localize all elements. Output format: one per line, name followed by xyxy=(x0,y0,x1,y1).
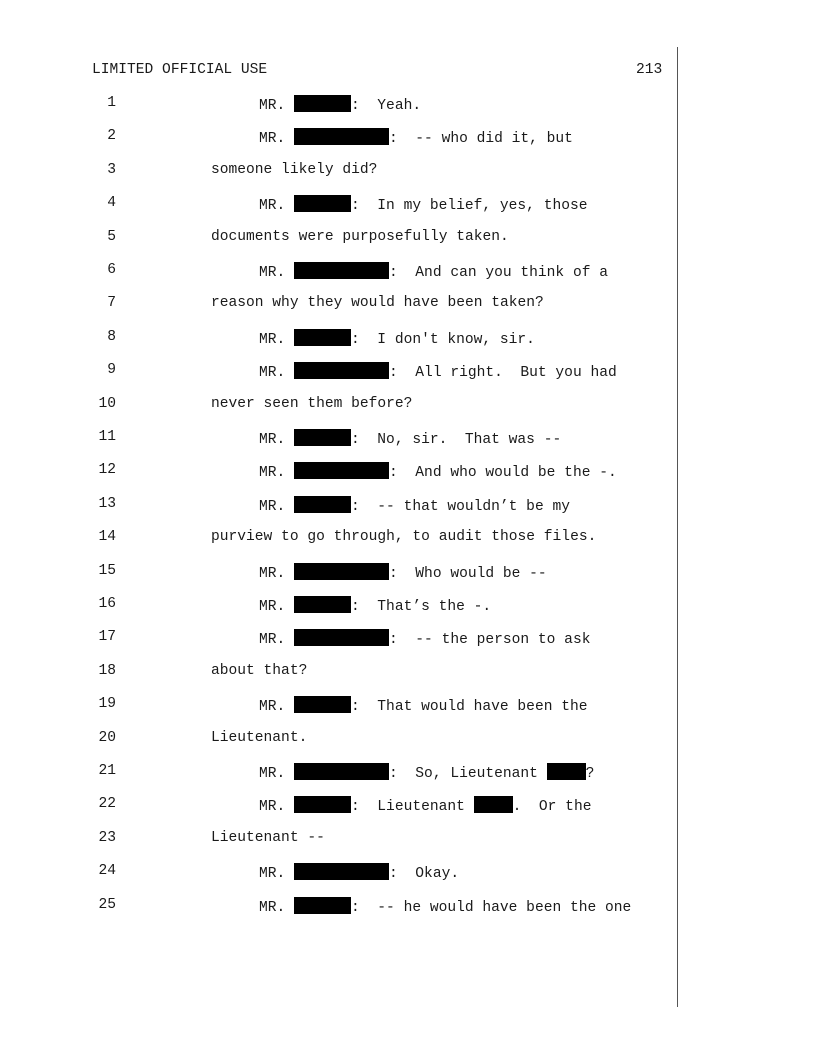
spoken-text: : I don't know, sir. xyxy=(351,331,535,348)
redaction-box xyxy=(294,696,351,713)
continuation-line: Lieutenant -- xyxy=(211,829,325,846)
speaker-prefix: MR. xyxy=(259,331,295,348)
speaker-line xyxy=(259,362,617,381)
spoken-text: : Lieutenant xyxy=(351,799,474,816)
redaction-box xyxy=(294,796,351,813)
spoken-text: : Okay. xyxy=(389,866,460,883)
continuation-line: about that? xyxy=(211,662,308,679)
continuation-line: purview to go through, to audit those files. xyxy=(211,529,597,546)
right-margin-rule xyxy=(677,47,678,1007)
line-number: 12 xyxy=(98,462,116,479)
line-number: 24 xyxy=(98,863,116,880)
spoken-text: : -- he would have been the one xyxy=(351,899,632,916)
speaker-prefix: MR. xyxy=(259,632,295,649)
speaker-line xyxy=(259,262,608,281)
line-number: 3 xyxy=(107,161,116,178)
speaker-line xyxy=(259,95,421,114)
speaker-line xyxy=(259,897,631,916)
spoken-text: : -- who did it, but xyxy=(389,131,573,148)
line-number: 6 xyxy=(107,262,116,278)
classification-header: LIMITED OFFICIAL USE xyxy=(92,62,268,78)
line-number: 25 xyxy=(98,896,116,913)
redaction-box xyxy=(294,596,351,613)
redaction-box xyxy=(294,128,389,145)
speaker-prefix: MR. xyxy=(259,465,295,482)
speaker-prefix: MR. xyxy=(259,498,295,515)
redaction-box xyxy=(294,95,351,112)
redaction-box xyxy=(294,629,389,646)
redaction-box xyxy=(294,563,389,580)
line-number: 4 xyxy=(107,195,116,212)
speaker-prefix: MR. xyxy=(259,866,295,883)
spoken-text: : Yeah. xyxy=(351,98,422,114)
speaker-line xyxy=(259,696,588,715)
redaction-box xyxy=(294,429,351,446)
line-number: 14 xyxy=(98,529,116,546)
line-number: 1 xyxy=(107,95,116,111)
continuation-line: Lieutenant. xyxy=(211,729,308,746)
redaction-box xyxy=(294,195,351,212)
speaker-prefix: MR. xyxy=(259,131,295,148)
spoken-text: : And can you think of a xyxy=(389,265,608,281)
line-number: 5 xyxy=(107,228,116,245)
speaker-line xyxy=(259,629,590,648)
spoken-text: : Who would be -- xyxy=(389,565,547,582)
redaction-box xyxy=(294,362,389,379)
line-number: 7 xyxy=(107,295,116,312)
line-number: 17 xyxy=(98,629,116,646)
redaction-box xyxy=(294,262,389,279)
speaker-line xyxy=(259,128,573,147)
spoken-text: : All right. But you had xyxy=(389,365,617,382)
spoken-text: : That would have been the xyxy=(351,699,588,716)
speaker-line xyxy=(259,863,459,882)
line-number: 20 xyxy=(98,729,116,746)
speaker-prefix: MR. xyxy=(259,198,295,215)
line-number: 10 xyxy=(98,395,116,412)
line-number: 18 xyxy=(98,662,116,679)
spoken-text: : That’s the -. xyxy=(351,599,492,615)
speaker-line xyxy=(259,329,535,348)
spoken-text-tail: ? xyxy=(585,766,595,782)
continuation-line: reason why they would have been taken? xyxy=(211,295,544,312)
spoken-text: : In my belief, yes, those xyxy=(351,198,588,215)
redaction-box xyxy=(294,462,389,479)
spoken-text: : -- the person to ask xyxy=(389,632,591,649)
speaker-prefix: MR. xyxy=(259,365,295,382)
speaker-line xyxy=(259,429,561,448)
continuation-line: never seen them before? xyxy=(211,395,413,412)
redaction-box xyxy=(294,763,389,780)
speaker-prefix: MR. xyxy=(259,565,295,582)
speaker-prefix: MR. xyxy=(259,799,295,816)
spoken-text: : So, Lieutenant xyxy=(389,766,547,782)
spoken-text: : No, sir. That was -- xyxy=(351,432,562,448)
speaker-line xyxy=(259,796,591,815)
redaction-box xyxy=(547,763,586,780)
line-number: 11 xyxy=(98,429,116,445)
speaker-line xyxy=(259,563,547,582)
redaction-box xyxy=(294,863,389,880)
spoken-text-tail: . Or the xyxy=(512,799,592,816)
line-number: 23 xyxy=(98,829,116,846)
line-number: 22 xyxy=(98,796,116,813)
page-number: 213 xyxy=(636,62,663,78)
speaker-prefix: MR. xyxy=(259,265,295,281)
speaker-prefix: MR. xyxy=(259,699,295,716)
line-number: 13 xyxy=(98,495,116,512)
speaker-line xyxy=(259,496,570,515)
redaction-box xyxy=(474,796,513,813)
continuation-line: documents were purposefully taken. xyxy=(211,228,509,245)
speaker-prefix: MR. xyxy=(259,432,295,448)
redaction-box xyxy=(294,496,351,513)
line-number: 21 xyxy=(98,763,116,779)
redaction-box xyxy=(294,897,351,914)
speaker-prefix: MR. xyxy=(259,599,295,615)
speaker-line xyxy=(259,462,617,481)
line-number: 2 xyxy=(107,128,116,145)
line-number: 9 xyxy=(107,362,116,379)
speaker-line xyxy=(259,596,491,615)
line-number: 19 xyxy=(98,696,116,713)
line-number: 8 xyxy=(107,328,116,345)
speaker-prefix: MR. xyxy=(259,899,295,916)
spoken-text: : -- that wouldn’t be my xyxy=(351,498,570,515)
speaker-line xyxy=(259,763,594,782)
line-number: 16 xyxy=(98,596,116,612)
speaker-prefix: MR. xyxy=(259,766,295,782)
spoken-text: : And who would be the -. xyxy=(389,465,617,482)
speaker-prefix: MR. xyxy=(259,98,295,114)
redaction-box xyxy=(294,329,351,346)
line-number: 15 xyxy=(98,562,116,579)
speaker-line xyxy=(259,195,588,214)
continuation-line: someone likely did? xyxy=(211,161,378,178)
